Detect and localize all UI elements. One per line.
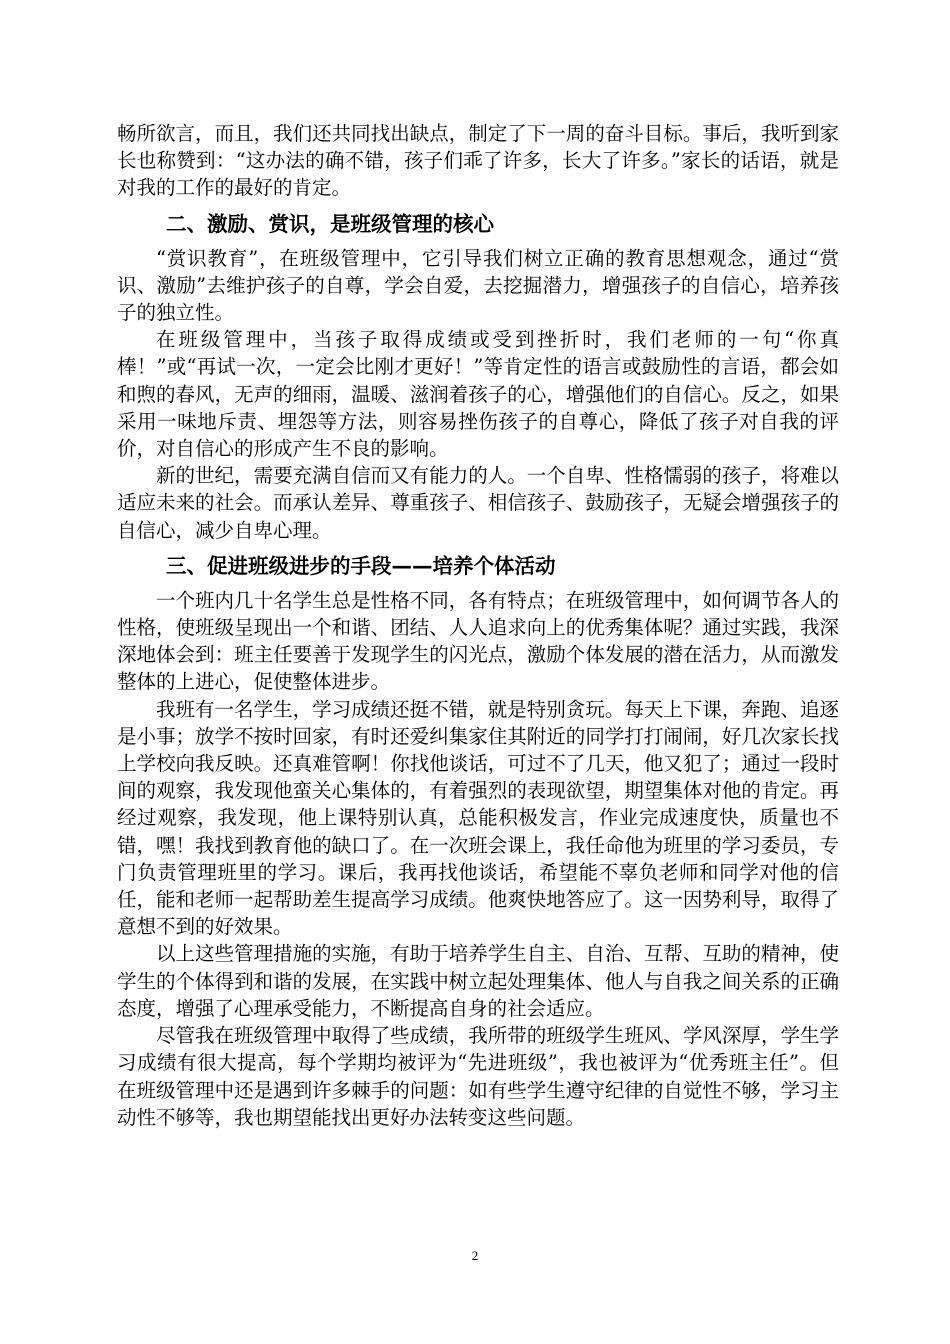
page-number: 2 xyxy=(471,1248,479,1263)
paragraph: 在班级管理中，当孩子取得成绩或受到挫折时，我们老师的一句“你真棒！”或“再试一次，一定会比刚才更好！”等肯定性的语言或鼓励性的言语，都会如和煦的春风，无声的细雨，温暖、滋润着孩子的心，增强他们的自信心。反之，如果采用一味地斥责、埋怨等方法，则容易挫伤孩子的自尊心，降低了孩子对自我的评价，对自信心的形成产生不良的影响。 xyxy=(117,328,839,461)
paragraph: 以上这些管理措施的实施，有助于培养学生自主、自治、互帮、互助的精神，使学生的个体得到和谐的发展，在实践中树立起处理集体、他人与自我之间关系的正确态度，增强了心理承受能力，不断提高自身的社会适应。 xyxy=(117,942,839,1020)
document-body xyxy=(117,120,839,1131)
paragraph: “赏识教育”，在班级管理中，它引导我们树立正确的教育思想观念，通过“赏识、激励”去维护孩子的自尊，学会自爱，去挖掘潜力，增强孩子的自信心，培养孩子的独立性。 xyxy=(117,246,839,325)
section-heading-2: 二、激励、赏识，是班级管理的核心 xyxy=(166,211,494,236)
paragraph: 我班有一名学生，学习成绩还挺不错，就是特别贪玩。每天上下课，奔跑、追逐是小事；放学不按时回家，有时还爱纠集家住其附近的同学打打闹闹，好几次家长找上学校向我反映。还真难管啊！你找他谈话，可过不了几天，他又犯了；通过一段时间的观察，我发现他蛮关心集体的，有着强烈的表现欲望，期望集体对他的肯定。再经过观察，我发现，他上课特别认真，总能积极发言，作业完成速度快，质量也不错，嘿！我找到教育他的缺口了。在一次班会课上，我任命他为班里的学习委员，专门负责管理班里的学习。课后，我再找他谈话，希望能不辜负老师和同学对他的信任，能和老师一起帮助差生提高学习成绩。他爽快地答应了。这一因势利导，取得了意想不到的好效果。 xyxy=(117,697,839,939)
section-heading-3: 三、促进班级进步的手段——培养个体活动 xyxy=(166,553,556,578)
paragraph: 新的世纪，需要充满自信而又有能力的人。一个自卑、性格懦弱的孩子，将难以适应未来的社会。而承认差异、尊重孩子、相信孩子、鼓励孩子，无疑会增强孩子的自信心，减少自卑心理。 xyxy=(117,464,839,542)
paragraph: 一个班内几十名学生总是性格不同，各有特点；在班级管理中，如何调节各人的性格，使班级呈现出一个和谐、团结、人人追求向上的优秀集体呢？通过实践，我深深地体会到：班主任要善于发现学生的闪光点，激励个体发展的潜在活力，从而激发整体的上进心，促使整体进步。 xyxy=(117,588,839,694)
paragraph: 尽管我在班级管理中取得了些成绩，我所带的班级学生班风、学风深厚，学生学习成绩有很大提高，每个学期均被评为“先进班级”，我也被评为“优秀班主任”。但在班级管理中还是遇到许多棘手的问题：如有些学生遵守纪律的自觉性不够，学习主动性不够等，我也期望能找出更好办法转变这些问题。 xyxy=(117,1024,839,1129)
paragraph-continued: 畅所欲言，而且，我们还共同找出缺点，制定了下一周的奋斗目标。事后，我听到家长也称赞到：“这办法的确不错，孩子们乖了许多，长大了许多。”家长的话语，就是对我的工作的最好的肯定。 xyxy=(117,122,839,200)
